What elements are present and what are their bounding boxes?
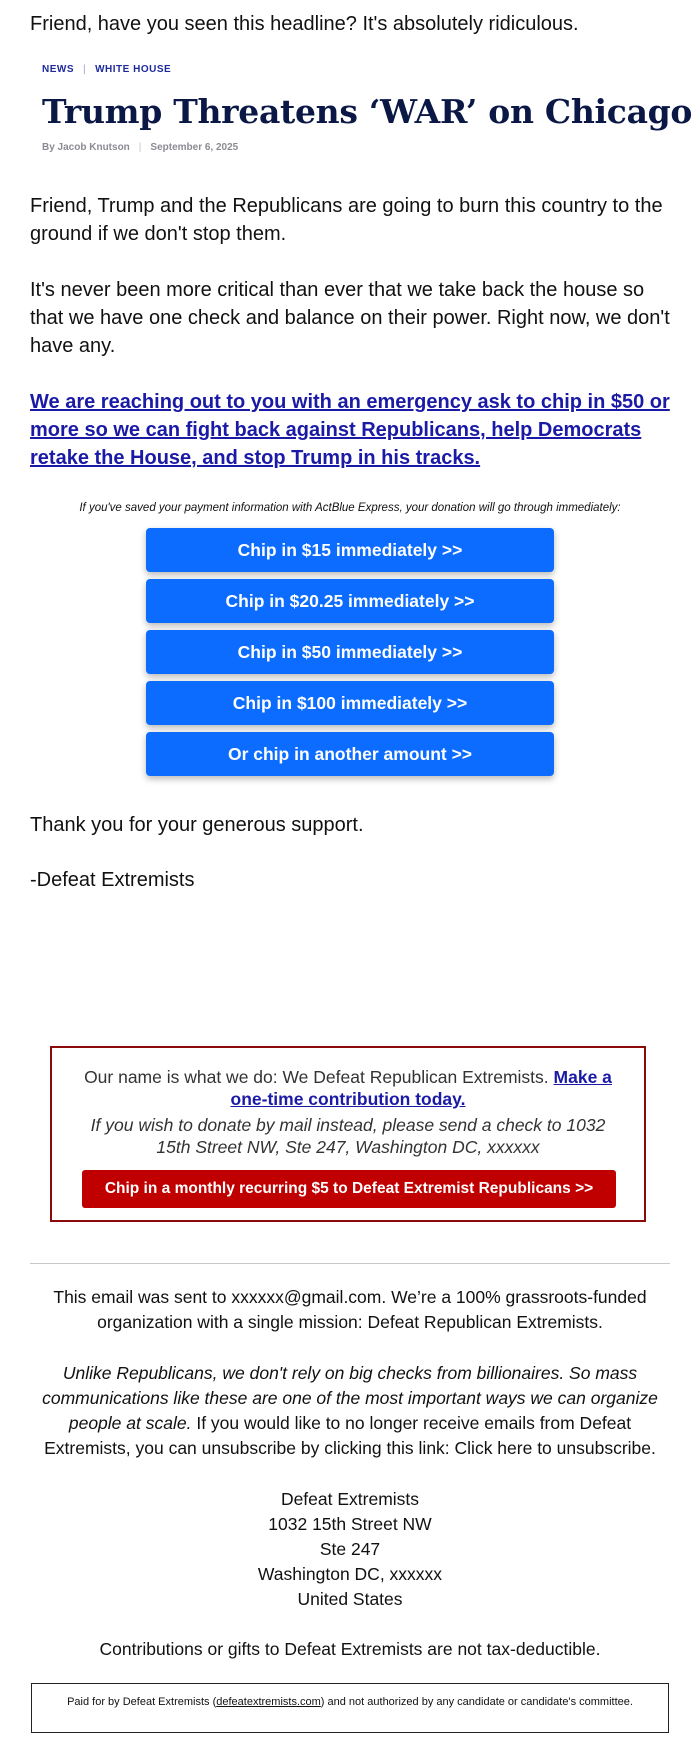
footer-italic-text: Unlike Republicans, we don't rely on big checks from billionaires. So mass communications like these are one of the most important ways we can organize people at scale. — [42, 1363, 658, 1433]
mailing-address — [30, 1487, 670, 1612]
thank-you-text: Thank you for your generous support. — [30, 814, 364, 836]
mission-text: Our name is what we do: We Defeat Republican Extremists. — [84, 1067, 549, 1087]
intro-text: Friend, have you seen this headline? It's absolutely ridiculous. — [30, 13, 579, 35]
emergency-ask-paragraph — [30, 388, 670, 472]
chip-50-button[interactable]: Chip in $50 immediately >> — [146, 630, 554, 674]
paid-for-disclaimer — [31, 1683, 669, 1733]
chip-15-button[interactable]: Chip in $15 immediately >> — [146, 528, 554, 572]
tax-deductible-note: Contributions or gifts to Defeat Extremists are not tax-deductible. — [99, 1639, 601, 1659]
address-line-city: Washington DC, xxxxxx — [257, 1564, 443, 1584]
address-line-country: United States — [297, 1589, 403, 1609]
actblue-express-note: If you've saved your payment information with ActBlue Express, your donation will go through immediately: — [79, 502, 621, 514]
paid-for-suffix: ) and not authorized by any candidate or candidate's committee. — [320, 1696, 633, 1708]
article-categories — [42, 62, 662, 78]
article-byline — [42, 140, 662, 156]
chip-other-amount-button[interactable]: Or chip in another amount >> — [146, 732, 554, 776]
paid-for-prefix: Paid for by Defeat Extremists ( — [67, 1696, 217, 1708]
mail-donation-note: If you wish to donate by mail instead, please send a check to 1032 15th Street NW, Ste 247, Washington DC, xxxxxx — [90, 1115, 606, 1157]
footer-unsubscribe-paragraph — [30, 1361, 670, 1461]
mission-statement — [72, 1066, 624, 1110]
body-paragraph-1: Friend, Trump and the Republicans are going to burn this country to the ground if we don't stop them. — [30, 195, 663, 245]
emergency-ask-link[interactable]: We are reaching out to you with an emergency ask to chip in $50 or more so we can fight back against Republicans, help Democrats retake the House, and stop Trump in his tracks. — [30, 391, 670, 469]
unsubscribe-text[interactable]: If you would like to no longer receive emails from Defeat Extremists, you can unsubscribe by clicking this link: Click here to unsubscribe. — [44, 1413, 656, 1458]
article-date: September 6, 2025 — [150, 142, 239, 153]
article-author: By Jacob Knutson — [42, 142, 130, 153]
category-separator: | — [83, 64, 87, 75]
address-line-street: 1032 15th Street NW — [268, 1514, 432, 1534]
footer-sent-to: This email was sent to xxxxxx@gmail.com. We’re a 100% grassroots-funded organization with a single mission: Defeat Republican Extremists. — [53, 1287, 647, 1332]
byline-separator: | — [138, 142, 142, 153]
chip-100-button[interactable]: Chip in $100 immediately >> — [146, 681, 554, 725]
contribution-box — [50, 1046, 646, 1222]
footer-divider — [30, 1263, 670, 1264]
article-card[interactable] — [42, 62, 693, 156]
category-news: NEWS — [42, 64, 74, 75]
chip-20-25-button[interactable]: Chip in $20.25 immediately >> — [146, 579, 554, 623]
monthly-recurring-button[interactable]: Chip in a monthly recurring $5 to Defeat Extremist Republicans >> — [82, 1170, 616, 1208]
one-time-contribution-link[interactable]: Make a one-time contribution today. — [230, 1067, 612, 1109]
category-white-house: WHITE HOUSE — [95, 64, 172, 75]
article-headline: Trump Threatens ‘WAR’ on Chicago — [42, 92, 693, 131]
address-line-org: Defeat Extremists — [280, 1489, 420, 1509]
signature: -Defeat Extremists — [30, 869, 195, 891]
website-link[interactable]: defeatextremists.com — [216, 1696, 321, 1708]
donation-buttons — [146, 528, 554, 783]
body-paragraph-2: It's never been more critical than ever that we take back the house so that we have one check and balance on their power. Right now, we don't have any. — [30, 279, 670, 357]
address-line-suite: Ste 247 — [319, 1539, 381, 1559]
